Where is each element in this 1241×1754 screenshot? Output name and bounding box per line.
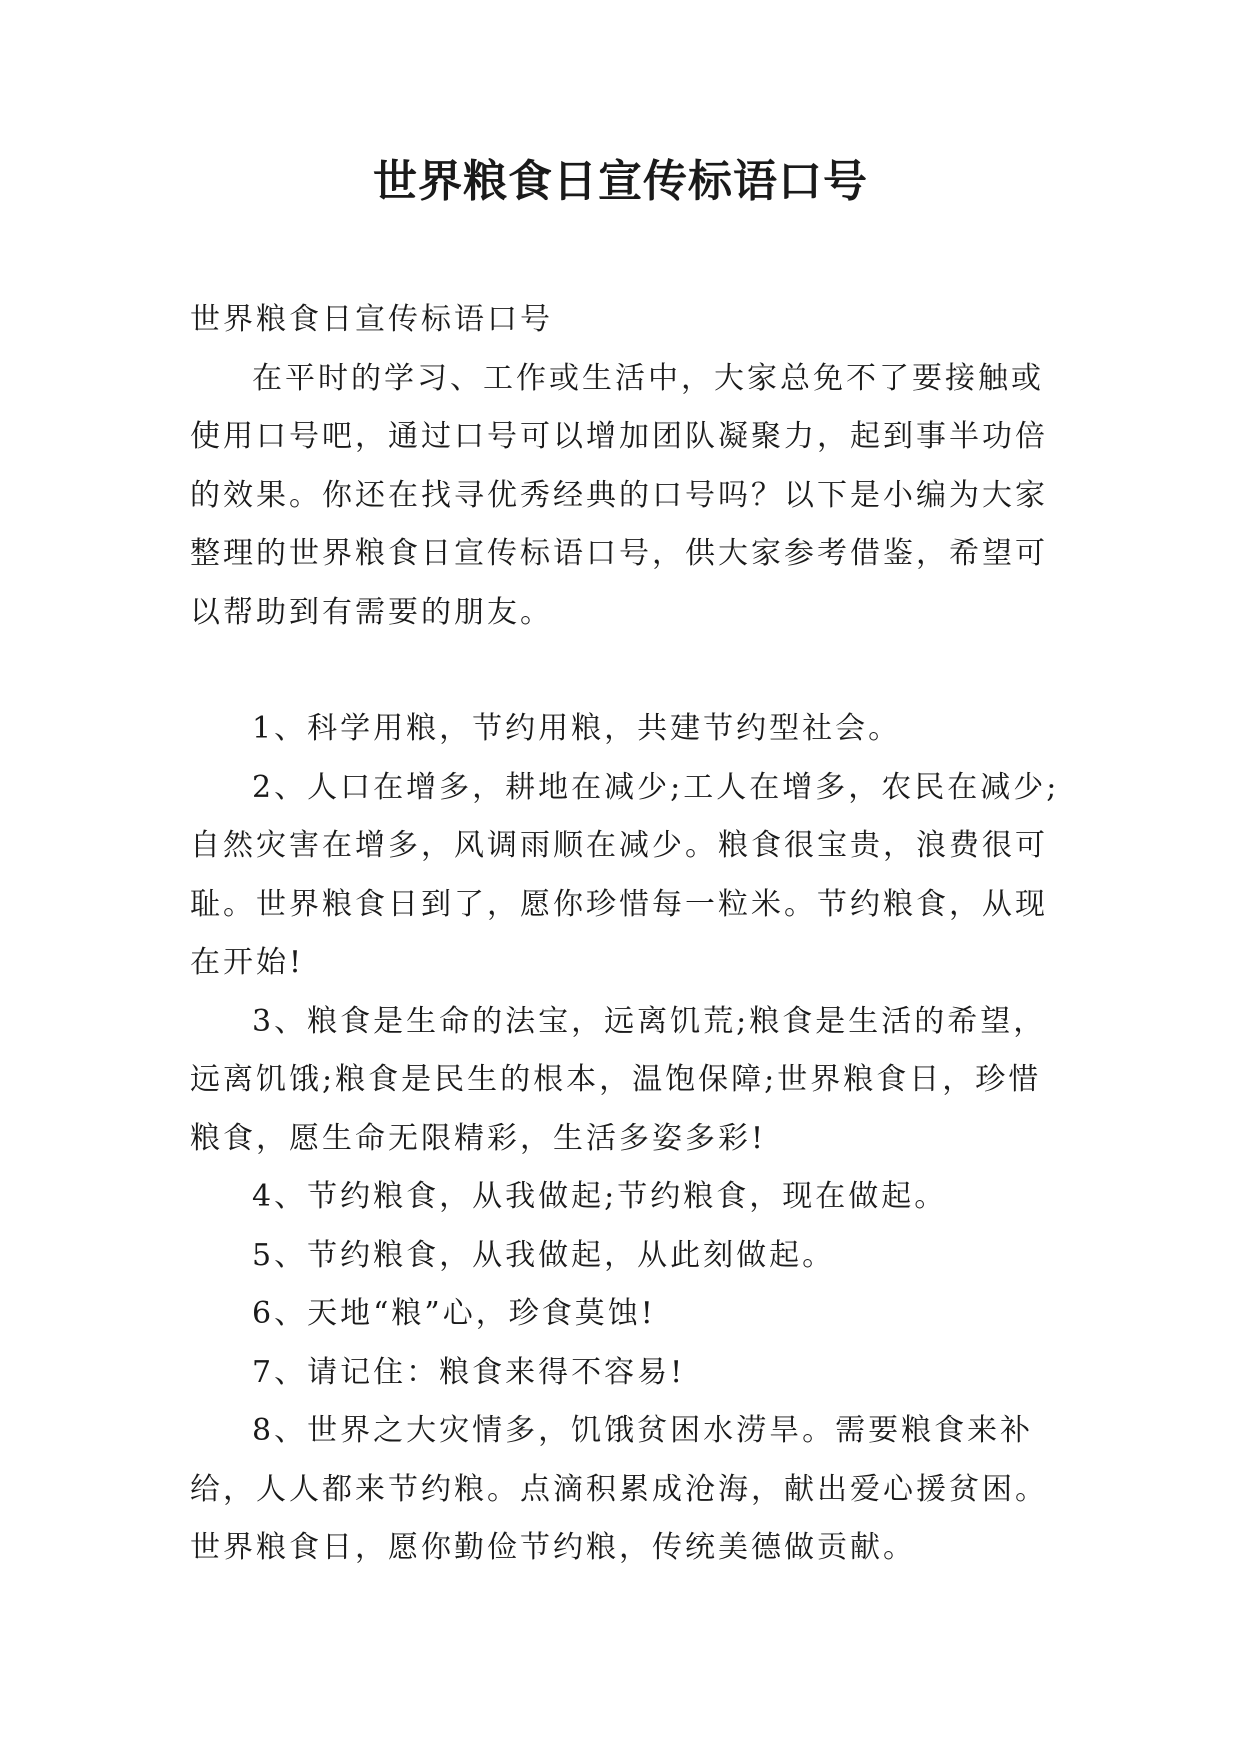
- slogan-item-7: 7、请记住：粮食来得不容易!: [252, 1354, 686, 1390]
- document-subtitle: 世界粮食日宣传标语口号: [190, 302, 553, 337]
- document-body: [190, 291, 1060, 1578]
- slogan-item-5: 5、节约粮食，从我做起，从此刻做起。: [252, 1237, 836, 1273]
- paragraph-gap: [190, 642, 1060, 700]
- slogan-item-2: 2、人口在增多，耕地在减少;工人在增多，农民在减少;自然灾害在增多，风调雨顺在减少。粮食很宝贵，浪费很可耻。世界粮食日到了，愿你珍惜每一粒米。节约粮食，从现在开始!: [190, 769, 1060, 980]
- slogan-item-1: 1、科学用粮，节约用粮，共建节约型社会。: [252, 711, 902, 746]
- intro-paragraph: 在平时的学习、工作或生活中，大家总免不了要接触或使用口号吧，通过口号可以增加团队凝聚力，起到事半功倍的效果。你还在找寻优秀经典的口号吗？以下是小编为大家整理的世界粮食日宣传标语口号，供大家参考借鉴，希望可以帮助到有需要的朋友。: [190, 360, 1048, 630]
- slogan-item-4: 4、节约粮食，从我做起;节约粮食，现在做起。: [252, 1179, 948, 1214]
- slogan-item-8: 8、世界之大灾情多，饥饿贫困水涝旱。需要粮食来补给，人人都来节约粮。点滴积累成沧海，献出爱心援贫困。世界粮食日，愿你勤俭节约粮，传统美德做贡献。: [190, 1413, 1048, 1565]
- slogan-item-3: 3、粮食是生命的法宝，远离饥荒;粮食是生活的希望，远离饥饿;粮食是民生的根本，温饱保障;世界粮食日，珍惜粮食，愿生命无限精彩，生活多姿多彩!: [190, 1003, 1047, 1156]
- page-title: 世界粮食日宣传标语口号: [373, 156, 868, 207]
- slogan-item-6: 6、天地“粮”心，珍食莫蚀!: [252, 1296, 656, 1331]
